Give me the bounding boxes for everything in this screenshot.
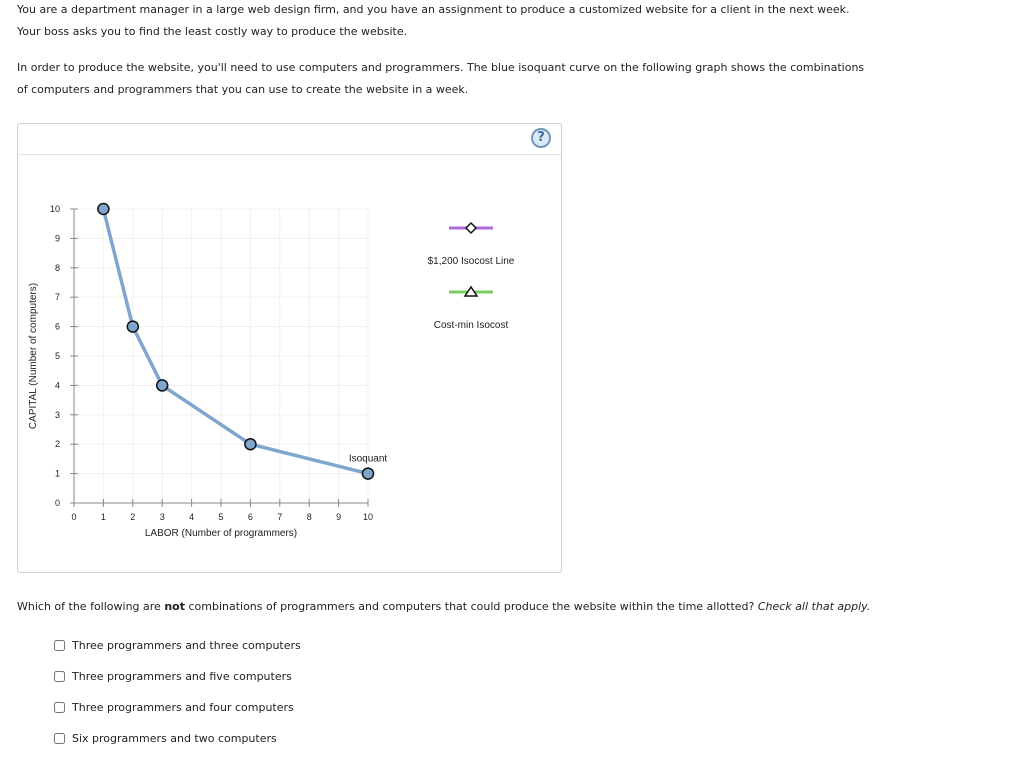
option-item[interactable] bbox=[54, 698, 301, 717]
isoquant-point[interactable] bbox=[127, 321, 138, 332]
y-tick-label: 2 bbox=[54, 439, 60, 450]
legend-diamond-marker[interactable] bbox=[466, 223, 476, 233]
question-instruction: Check all that apply. bbox=[757, 600, 871, 613]
intro-paragraph-1 bbox=[17, 0, 1007, 43]
x-tick-label: 5 bbox=[218, 512, 224, 522]
legend-label: Cost-min Isocost bbox=[433, 320, 509, 331]
question-part: Which of the following are bbox=[17, 600, 165, 613]
y-tick-label: 6 bbox=[54, 321, 60, 332]
x-tick-label: 1 bbox=[100, 512, 106, 522]
option-checkbox[interactable] bbox=[54, 671, 65, 682]
y-tick-label: 1 bbox=[54, 468, 60, 479]
intro-line: of computers and programmers that you can use to create the website in a week. bbox=[17, 83, 469, 96]
y-tick-label: 9 bbox=[54, 233, 60, 244]
x-tick-label: 9 bbox=[336, 512, 342, 522]
option-checkbox[interactable] bbox=[54, 640, 65, 651]
isoquant-point[interactable] bbox=[98, 204, 109, 215]
option-item[interactable] bbox=[54, 667, 301, 686]
x-axis-title: LABOR (Number of programmers) bbox=[144, 528, 298, 539]
answer-options bbox=[54, 636, 301, 760]
isoquant-point[interactable] bbox=[363, 468, 374, 479]
x-tick-label: 0 bbox=[71, 512, 77, 522]
x-tick-label: 4 bbox=[189, 512, 195, 522]
option-item[interactable] bbox=[54, 636, 301, 655]
x-tick-label: 10 bbox=[362, 512, 374, 522]
y-tick-label: 8 bbox=[54, 262, 60, 273]
x-tick-label: 2 bbox=[130, 512, 136, 522]
y-tick-label: 5 bbox=[54, 351, 60, 361]
x-tick-label: 7 bbox=[277, 512, 283, 522]
option-checkbox[interactable] bbox=[54, 702, 65, 713]
x-tick-label: 6 bbox=[247, 512, 253, 522]
option-checkbox[interactable] bbox=[54, 733, 65, 744]
question-text bbox=[17, 600, 870, 613]
y-tick-label: 0 bbox=[54, 498, 60, 508]
isoquant-label: Isoquant bbox=[348, 453, 388, 465]
y-tick-label: 3 bbox=[54, 409, 60, 420]
x-tick-label: 3 bbox=[159, 512, 165, 522]
question-part: combinations of programmers and computers that could produce the website within the time allotted? bbox=[184, 600, 758, 613]
isoquant-point[interactable] bbox=[157, 380, 168, 391]
intro-line: You are a department manager in a large web design firm, and you have an assignment to produce a customized website for a client in the next week. bbox=[17, 3, 850, 16]
option-label: Three programmers and five computers bbox=[72, 670, 292, 683]
isoquant-point[interactable] bbox=[245, 439, 256, 450]
legend-label: $1,200 Isocost Line bbox=[427, 256, 515, 267]
x-tick-label: 8 bbox=[306, 512, 312, 522]
y-tick-label: 4 bbox=[54, 380, 60, 391]
option-item[interactable] bbox=[54, 729, 301, 748]
intro-line: Your boss asks you to find the least costly way to produce the website. bbox=[17, 25, 408, 38]
intro-line: In order to produce the website, you'll need to use computers and programmers. The blue isoquant curve on the following graph shows the combinations bbox=[17, 61, 865, 74]
isoquant-chart bbox=[18, 124, 561, 572]
help-button[interactable]: ? bbox=[531, 128, 551, 148]
y-tick-label: 10 bbox=[49, 204, 60, 214]
option-label: Six programmers and two computers bbox=[72, 732, 277, 745]
option-label: Three programmers and four computers bbox=[72, 701, 294, 714]
option-label: Three programmers and three computers bbox=[72, 639, 301, 652]
isoquant-line bbox=[103, 209, 368, 474]
y-tick-label: 7 bbox=[54, 292, 60, 303]
intro-paragraph-2 bbox=[17, 57, 1007, 101]
y-axis-title: CAPITAL (Number of computers) bbox=[28, 282, 39, 430]
question-emphasis: not bbox=[164, 600, 185, 613]
graph-panel bbox=[17, 123, 562, 573]
